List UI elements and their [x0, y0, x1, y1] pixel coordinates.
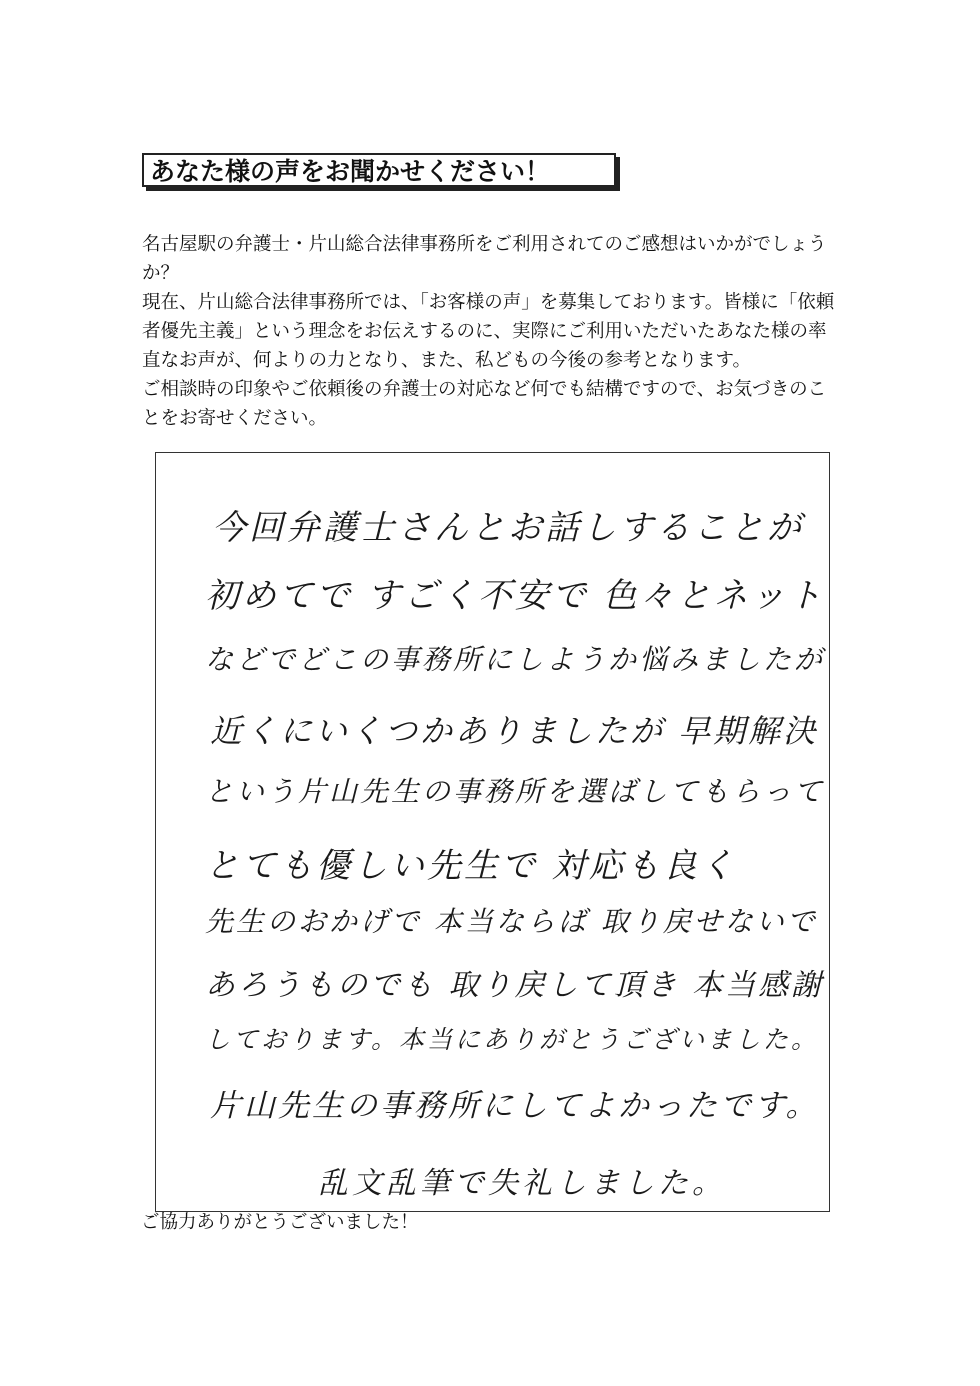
thanks-message: ご協力ありがとうございました！ — [141, 1212, 419, 1233]
handwritten-line-2: 初めてで すごく不安で 色々とネット — [205, 576, 825, 616]
handwritten-line-5: という片山先生の事務所を選ばしてもらって — [205, 775, 826, 808]
handwritten-line-4: 近くにいくつかありましたが 早期解決 — [210, 712, 819, 750]
handwritten-line-9: しております。本当にありがとうございました。 — [205, 1025, 820, 1054]
title-banner — [142, 153, 620, 191]
intro-paragraph-3: ご相談時の印象やご依頼後の弁護士の対応など何でも結構ですので、お気づきのことをお寄せください。 — [142, 379, 827, 429]
handwritten-line-7: 先生のおかげで 本当ならば 取り戻せないで — [205, 905, 818, 938]
intro-paragraph-1: 名古屋駅の弁護士・片山総合法律事務所をご利用されてのご感想はいかがでしょうか？ — [142, 234, 827, 284]
intro-text — [142, 230, 842, 433]
handwritten-line-1: 今回弁護士さんとお話しすることが — [212, 508, 804, 548]
page-title: あなた様の声をお聞かせください！ — [142, 153, 616, 187]
intro-paragraph-2: 現在、片山総合法律事務所では、「お客様の声」を募集しております。皆様に「依頼者優先主義」という理念をお伝えするのに、実際にご利用いただいたあなた様の率直なお声が、何よりの力となり、また、私どもの今後の参考となります。 — [142, 292, 835, 371]
handwritten-line-3: などでどこの事務所にしようか悩みましたが — [205, 643, 826, 676]
handwritten-signoff: 乱文乱筆で失礼しました。 — [318, 1166, 726, 1201]
handwritten-line-8: あろうものでも 取り戻して頂き 本当感謝 — [205, 968, 825, 1003]
handwritten-line-10: 片山先生の事務所にしてよかったです。 — [210, 1088, 820, 1124]
handwritten-line-6: とても優しい先生で 対応も良く — [205, 846, 737, 886]
